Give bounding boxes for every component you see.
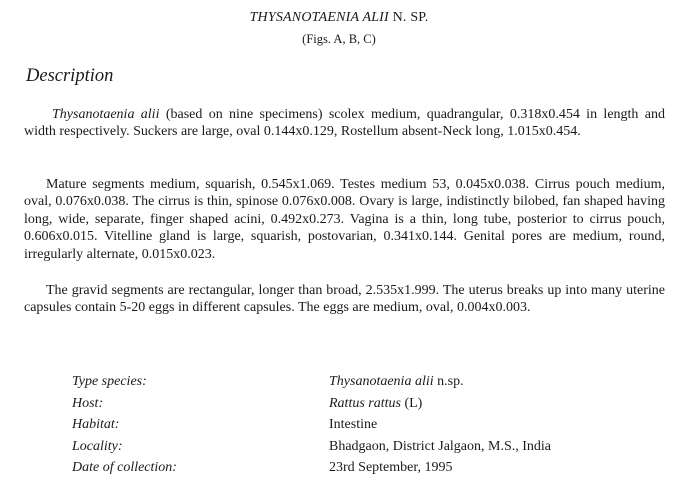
info-value-italic: Rattus rattus [329,395,401,411]
info-row-habitat [72,414,652,436]
info-row-date [72,457,652,479]
paragraph-scolex [24,106,665,141]
info-value: Intestine [329,417,378,432]
info-label: Type species: [72,374,147,389]
paragraph-gravid-segments [24,282,665,317]
info-label: Locality: [72,438,123,454]
paragraph-text: Mature segments medium, squarish, 0.545x1.069. Testes medium 53, 0.045x0.038. Cirrus pouch medium, oval, 0.076x0.038. The cirrus is thin, spinose 0.076x0.008. Ovary is large, indistinctly bilobed, fan shaped having long, wide, separate, finger shaped acini, 0.492x0.273. Vagina is a thin, long tube, posterior to cirrus pouch, 0.606x0.015. Vitelline gland is large, squarish, postovarian, 0.341x0.144. Genital pores are medium, round, irregularly alternate, 0.015x0.023. [24,177,665,262]
info-value: Bhadgaon, District Jalgaon, M.S., India [329,438,552,454]
paragraph-mature-segments [24,176,665,263]
figure-reference: (Figs. A, B, C) [302,32,376,46]
section-heading-description: Description [26,66,114,86]
info-row-host [72,393,652,415]
info-value-suffix: n.sp. [433,374,464,389]
info-value-suffix: (L) [400,395,423,411]
paragraph-text: The gravid segments are rectangular, longer than broad, 2.535x1.999. The uterus breaks up into many uterine capsules contain 5-20 eggs in different capsules. The eggs are medium, oval, 0.004x0.003. [24,283,665,316]
info-value: 23rd September, 1995 [329,460,453,475]
species-title-suffix: N. SP. [388,10,429,25]
info-row-locality [72,436,652,458]
paragraph-text: (based on nine specimens) scolex medium, quadrangular, 0.318x0.454 in length and width respectively. Suckers are large, oval 0.144x0.129, Rostellum absent-Neck long, 1.015x0.454. [24,107,665,140]
species-title [0,10,678,26]
info-value-italic: Thysanotaenia alii [329,374,434,389]
info-row-type-species [72,371,652,393]
info-value [329,371,464,393]
species-title-name: THYSANOTAENIA ALII [249,10,389,25]
info-label: Date of collection: [72,460,177,475]
info-value [329,393,422,415]
paragraph-lead-species: Thysanotaenia alii [52,107,160,122]
info-label: Host: [72,395,104,411]
info-label: Habitat: [72,417,120,432]
specimen-info-table [72,371,652,479]
